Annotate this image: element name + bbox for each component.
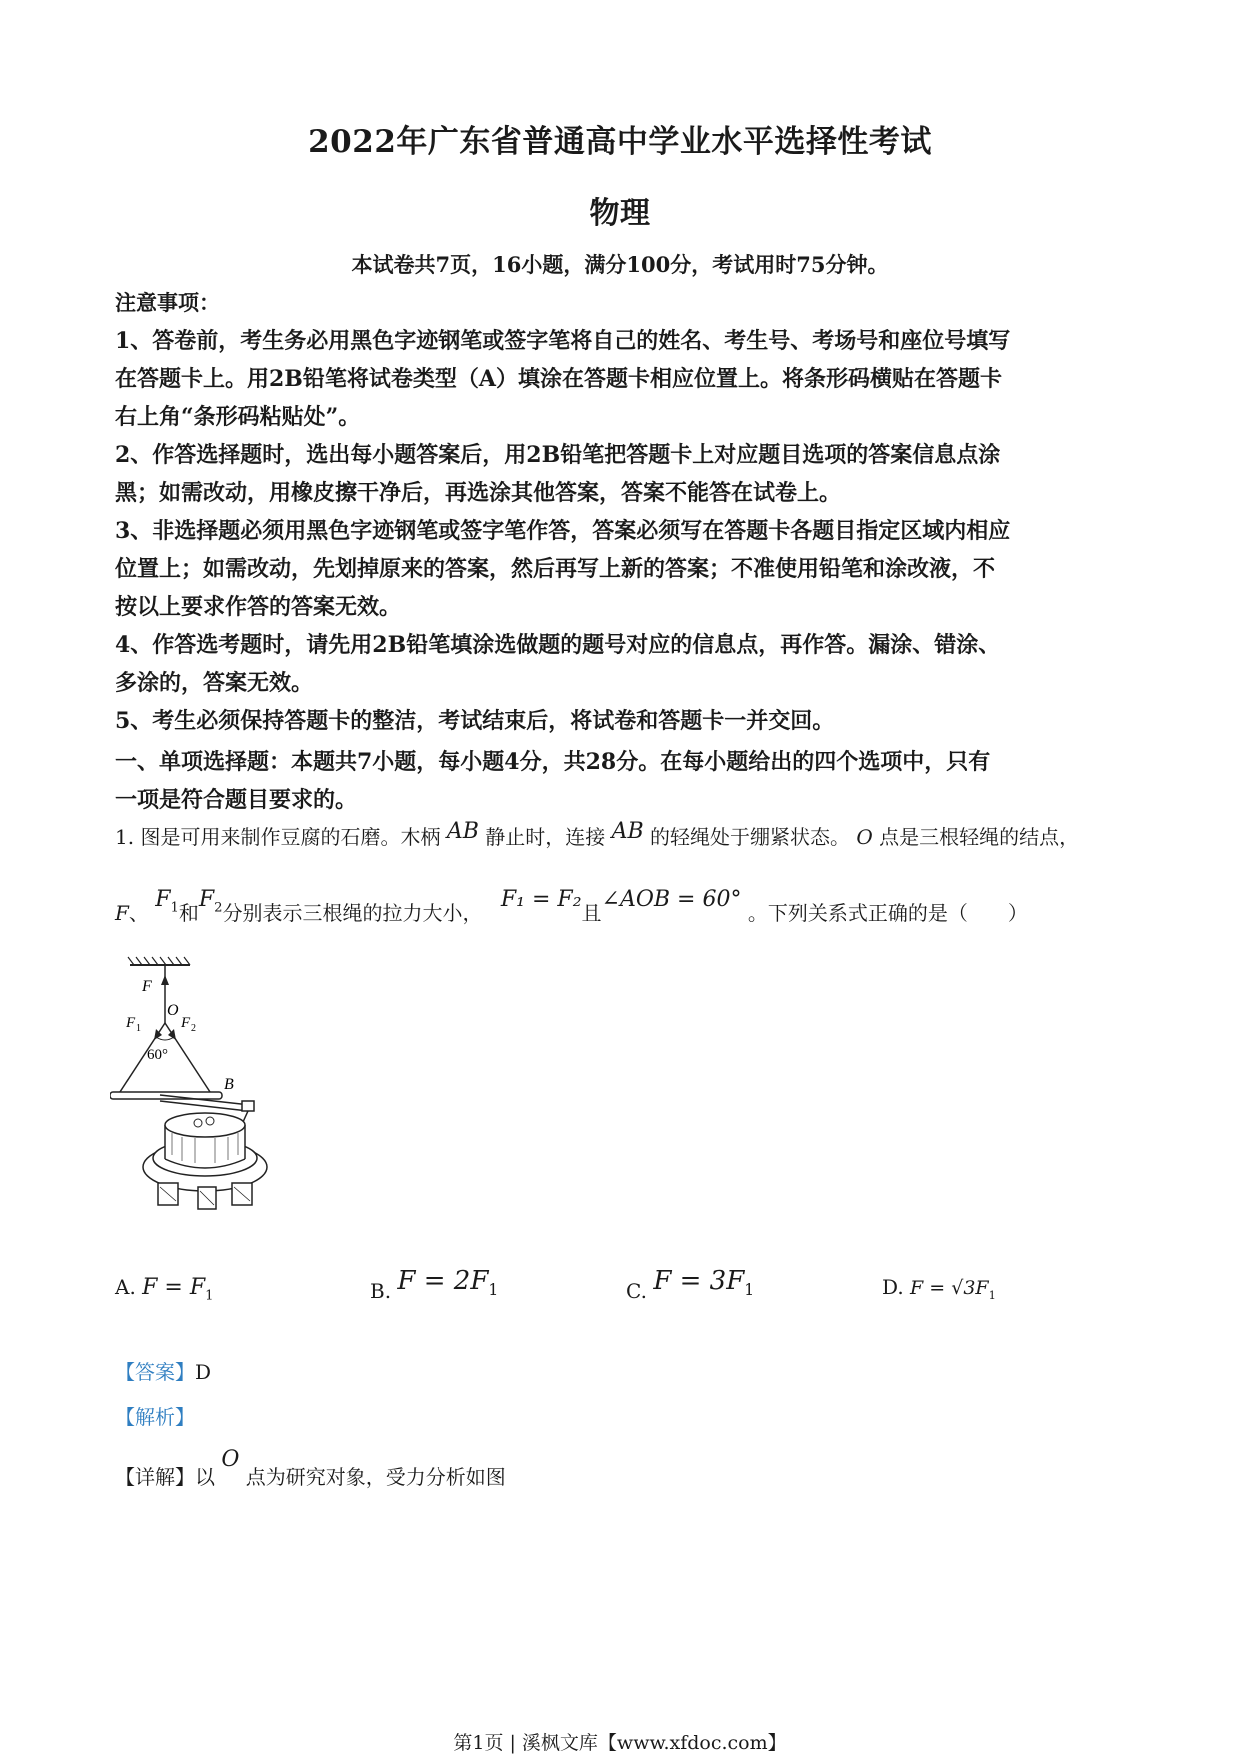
notice-line: 按以上要求作答的答案无效。 (115, 594, 402, 620)
detail-line: 【详解】以 O 点为研究对象，受力分析如图 (115, 1447, 506, 1489)
detail-tag: 【详解】 (115, 1465, 195, 1489)
notice-line: 5、考生必须保持答题卡的整洁，考试结束后，将试卷和答题卡一并交回。 (115, 708, 835, 734)
subject-title: 物理 (589, 196, 651, 231)
question-number: 1. (115, 825, 135, 849)
notice-line: 在答题卡上。用2B铅笔将试卷类型（A）填涂在答题卡相应位置上。将条形码横贴在答题卡 (115, 366, 1002, 392)
label-F2: F (181, 1015, 191, 1031)
exam-title: 2022年广东省普通高中学业水平选择性考试 (308, 124, 932, 160)
stone-mill-figure (110, 955, 290, 1235)
notice-line: 位置上；如需改动，先划掉原来的答案，然后再写上新的答案；不准使用铅笔和涂改液，不 (115, 556, 996, 582)
analysis-line (115, 1402, 195, 1432)
label-O: O (167, 1002, 179, 1019)
question-line-2: F、 $F_1$和$F_2$分别表示三根绳的拉力大小， F₁ = F₂且∠AOB = 60° 。下列关系式正确的是（ ） (115, 887, 1028, 925)
page-footer: 第1页 | 溪枫文库【www.xfdoc.com】 (453, 1732, 787, 1754)
analysis-tag: 【解析】 (115, 1405, 195, 1429)
option-a[interactable]: A. $F = F_1$ (115, 1275, 214, 1304)
notice-line: 1、答卷前，考生务必用黑色字迹钢笔或签字笔将自己的姓名、考生号、考场号和座位号填写 (115, 328, 1011, 354)
answer-value: D (195, 1360, 212, 1384)
notice-line: 4、作答选考题时，请先用2B铅笔填涂选做题的题号对应的信息点，再作答。漏涂、错涂、 (115, 632, 1001, 658)
option-b[interactable]: B. $F = 2F_1$ (370, 1266, 499, 1303)
notice-line: 右上角“条形码粘贴处”。 (115, 404, 361, 430)
label-F: F (142, 978, 152, 995)
notice-heading: 注意事项： (115, 290, 220, 315)
exam-info: 本试卷共7页，16小题，满分100分，考试用时75分钟。 (351, 252, 889, 277)
svg-text:2: 2 (191, 1023, 196, 1034)
section-heading: 一、单项选择题：本题共7小题，每小题4分，共28分。在每小题给出的四个选项中，只有 (115, 749, 991, 775)
answer-line (115, 1357, 211, 1387)
notice-line: 3、非选择题必须用黑色字迹钢笔或签字笔作答，答案必须写在答题卡各题目指定区域内相应 (115, 518, 1011, 544)
notice-line: 黑；如需改动，用橡皮擦干净后，再选涂其他答案，答案不能答在试卷上。 (115, 480, 842, 506)
notice-line: 多涂的，答案无效。 (115, 670, 314, 696)
answer-tag: 【答案】 (115, 1360, 195, 1384)
label-F1: F (126, 1015, 136, 1031)
condition-angle: ∠AOB = 60° (601, 887, 742, 912)
label-B: B (224, 1076, 234, 1093)
section-heading-cont: 一项是符合题目要求的。 (115, 787, 358, 813)
condition-equal: F₁ = F₂ (500, 887, 582, 912)
question-line-1: 1. 图是可用来制作豆腐的石磨。木柄 AB 静止时，连接 AB 的轻绳处于绷紧状态。 O 点是三根轻绳的结点， (115, 819, 1080, 849)
svg-text:1: 1 (136, 1023, 141, 1034)
notice-line: 2、作答选择题时，选出每小题答案后，用2B铅笔把答题卡上对应题目选项的答案信息点涂 (115, 442, 1001, 468)
label-angle: 60° (147, 1047, 168, 1063)
option-c[interactable]: C. $F = 3F_1$ (626, 1266, 755, 1303)
option-d[interactable]: D. $F = √3F_1$ (882, 1275, 996, 1302)
